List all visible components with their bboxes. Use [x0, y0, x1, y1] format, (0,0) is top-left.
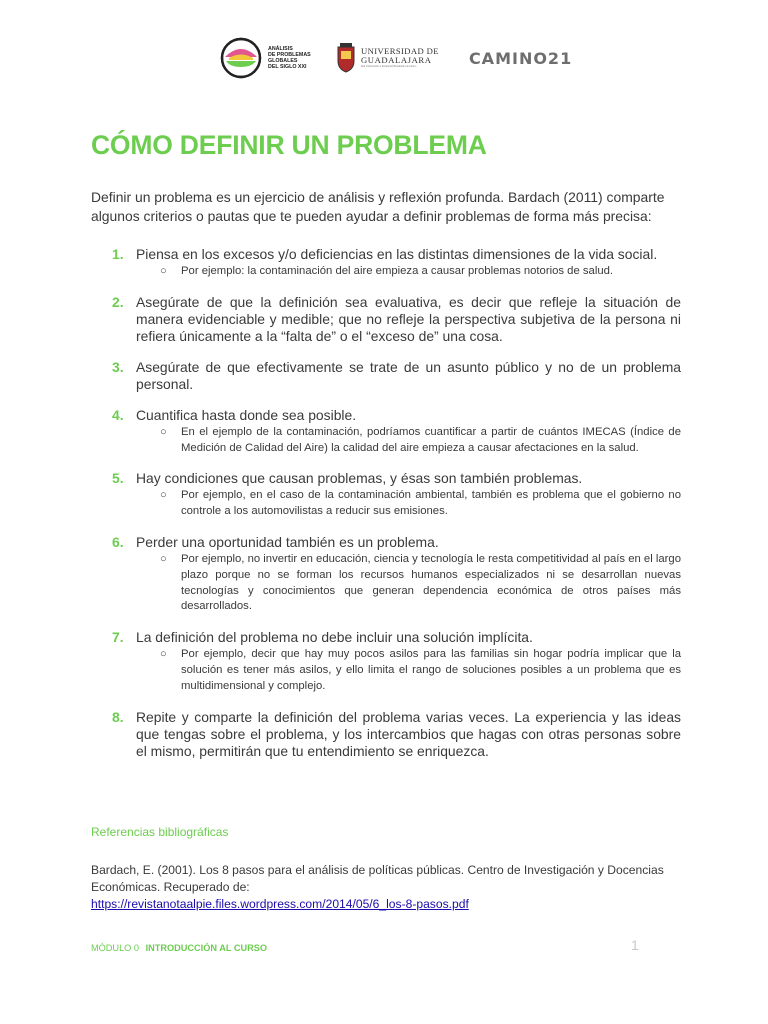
item-text: La definición del problema no debe incluir una solución implícita.	[136, 629, 533, 646]
item-text: Asegúrate de que efectivamente se trate de un asunto público y no de un problema personal.	[136, 358, 681, 392]
list-item	[91, 534, 681, 615]
reference-citation: Bardach, E. (2001). Los 8 pasos para el análisis de políticas públicas. Centro de Investigación y Docencias Económicas. Recuperado de:	[91, 863, 664, 894]
logo-udg	[336, 43, 439, 73]
reference-link[interactable]: https://revistanotaalpie.files.wordpress.com/2014/05/6_los-8-pasos.pdf	[91, 897, 469, 911]
sub-item	[136, 488, 681, 520]
apg-line: GLOBALES	[268, 58, 298, 64]
sub-item-text: En el ejemplo de la contaminación, podríamos cuantificar a partir de cuántos IMECAS (Índice de Medición de Calidad del Aire) la calidad del aire empieza a causar afectaciones en la salud.	[181, 425, 681, 454]
sub-item-text: Por ejemplo, no invertir en educación, ciencia y tecnología le resta competitividad al país en el largo plazo porque no se forman los recursos humanos especializados ni se desarrollan nuevas tecnologías y conocimientos que generan dependencia económica de otros países más desarrollados.	[181, 552, 681, 613]
criteria-list	[91, 246, 681, 774]
hollow-circle-bullet-icon: ○	[160, 489, 167, 502]
sub-item	[136, 264, 681, 280]
list-item	[91, 470, 681, 520]
sub-item	[136, 425, 681, 457]
sub-item	[136, 552, 681, 615]
apg-logo-icon	[220, 37, 262, 79]
reference-entry	[91, 862, 681, 913]
logo-apg	[220, 37, 314, 79]
item-text: Piensa en los excesos y/o deficiencias en las distintas dimensiones de la vida social.	[136, 246, 658, 262]
udg-shield-icon	[336, 43, 356, 73]
item-number: 8.	[112, 708, 124, 725]
item-number: 5.	[112, 470, 124, 487]
item-number: 3.	[112, 358, 124, 375]
sub-item-text: Por ejemplo, decir que hay muy pocos asilos para las familias sin hogar podría implicar que la solución es tener más asilos, y ello limita el rango de soluciones posibles a un problema que es multidimensional y complejo.	[181, 648, 681, 692]
udg-line1: UNIVERSIDAD DE	[361, 46, 439, 56]
intro-paragraph: Definir un problema es un ejercicio de análisis y reflexión profunda. Bardach (2011) comparte algunos criterios o pautas que te pueden ayudar a definir problemas de forma más precisa:	[91, 189, 665, 224]
item-text: Perder una oportunidad también es un problema.	[136, 533, 439, 550]
logo-camino21: CAMINO21	[468, 48, 573, 68]
header-logos	[220, 36, 572, 80]
list-item	[91, 629, 681, 694]
hollow-circle-bullet-icon: ○	[160, 648, 167, 661]
udg-line3: Red Universitaria e Institución Benemérita de Jalisco	[361, 65, 417, 68]
sub-item-text: Por ejemplo: la contaminación del aire empieza a causar problemas notorios de salud.	[181, 265, 614, 277]
hollow-circle-bullet-icon: ○	[160, 425, 167, 438]
item-number: 4.	[112, 406, 124, 423]
apg-logo-text	[268, 46, 314, 71]
footer-module-label: MÓDULO 0	[91, 943, 139, 953]
list-item	[91, 294, 681, 345]
page-title: CÓMO DEFINIR UN PROBLEMA	[91, 130, 487, 160]
sub-item	[136, 647, 681, 694]
page-number: 1	[631, 937, 639, 953]
apg-line: DEL SIGLO XXI	[268, 64, 307, 71]
hollow-circle-bullet-icon: ○	[160, 265, 167, 277]
apg-line: ANÁLISIS	[268, 45, 293, 52]
item-text: Asegúrate de que la definición sea evaluativa, es decir que refleje la situación de manera evidenciable y medible; que no refleje la perspectiva subjetiva de la persona ni refiera únicamente a la “falta de” o el “exceso de” una cosa.	[136, 293, 681, 344]
list-item	[91, 246, 681, 280]
footer-module-title: INTRODUCCIÓN AL CURSO	[145, 943, 268, 953]
references-heading: Referencias bibliográficas	[91, 825, 229, 839]
item-text: Cuantifica hasta donde sea posible.	[136, 406, 357, 423]
item-number: 6.	[112, 533, 124, 550]
sub-item-text: Por ejemplo, en el caso de la contaminación ambiental, también es problema que el gobierno no controle a los automovilistas a reducir sus emisiones.	[181, 489, 681, 518]
item-number: 2.	[112, 293, 124, 310]
udg-line2: GUADALAJARA	[361, 55, 432, 65]
item-number: 7.	[112, 629, 124, 646]
item-text: Repite y comparte la definición del problema varias veces. La experiencia y las ideas que tengas sobre el problema, y los intercambios que hagas con otras personas sobre el mismo, permitirán que tu entendimiento se enriquezca.	[136, 708, 681, 759]
udg-logo-text	[361, 47, 439, 69]
item-text: Hay condiciones que causan problemas, y ésas son también problemas.	[136, 470, 583, 487]
hollow-circle-bullet-icon: ○	[160, 552, 167, 565]
list-item	[91, 407, 681, 457]
item-number: 1.	[112, 246, 124, 262]
footer-module	[91, 943, 267, 953]
list-item	[91, 359, 681, 393]
apg-line: DE PROBLEMAS	[268, 51, 311, 58]
list-item	[91, 709, 681, 760]
